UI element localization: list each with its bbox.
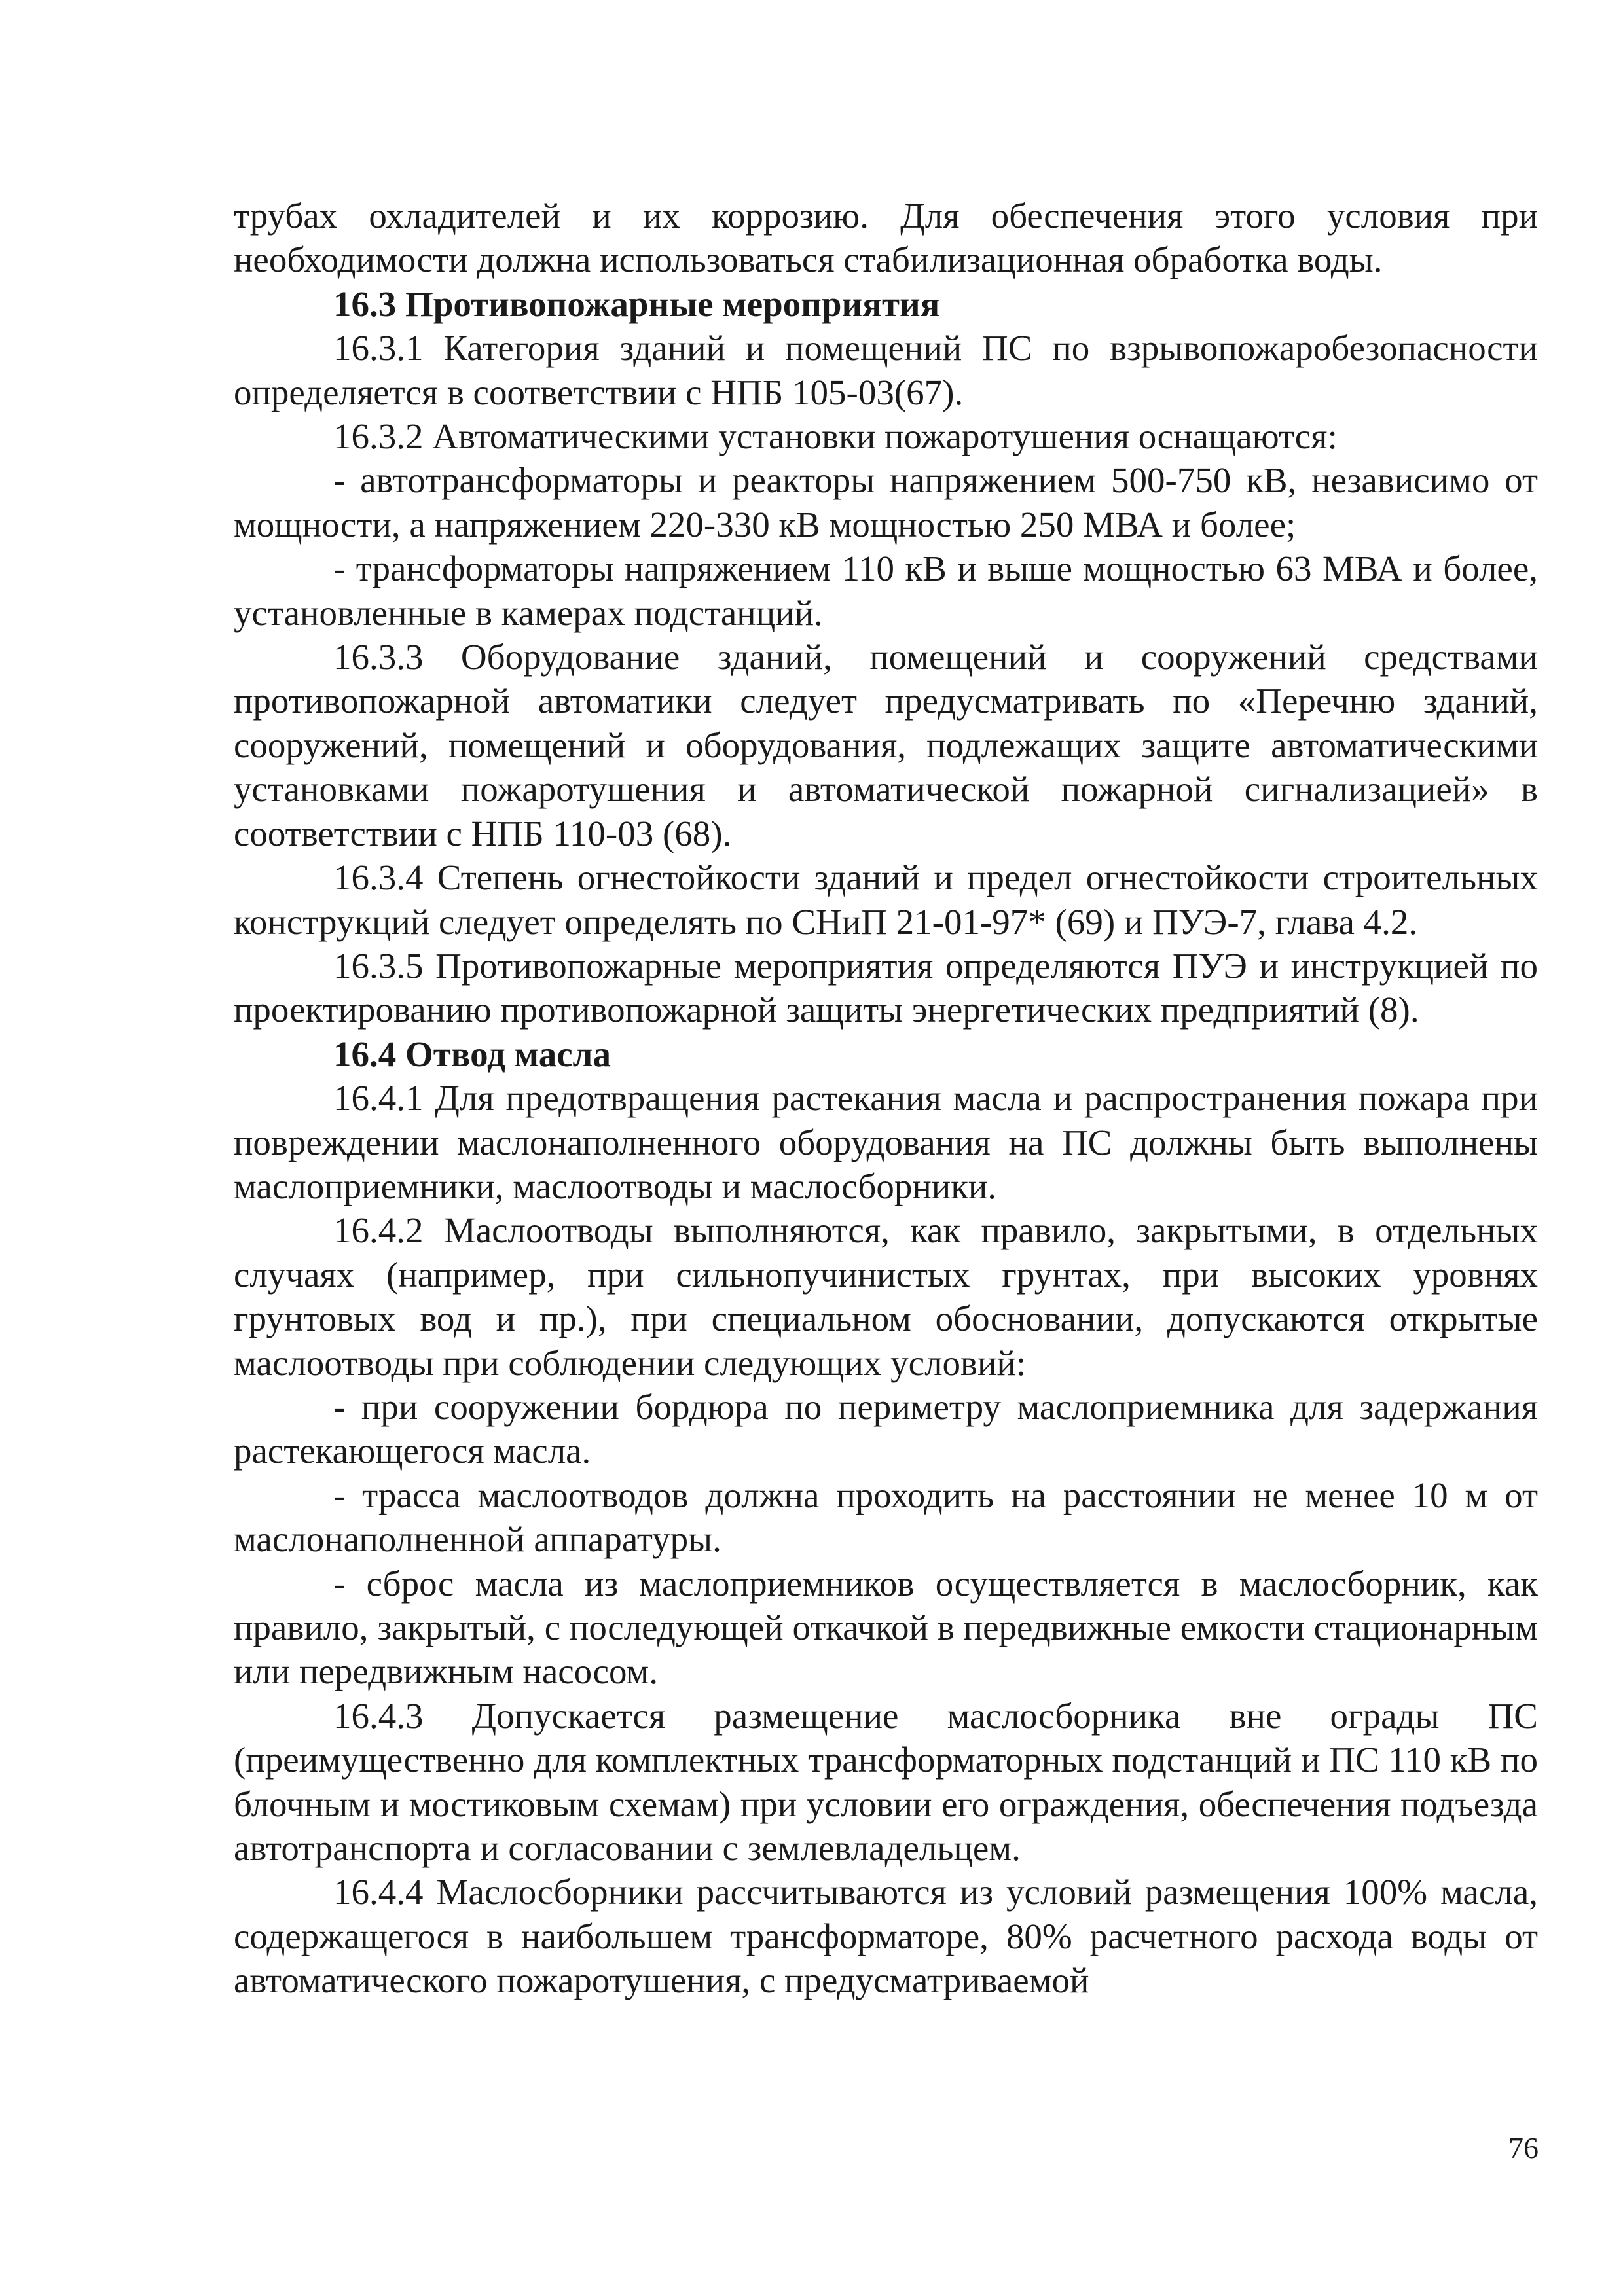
- list-item-16-3-2-b: - трансформаторы напряжением 110 кВ и выше мощностью 63 МВА и более, установленные в камерах подстанций.: [234, 548, 1538, 633]
- list-item-16-4-2-b: - трасса маслоотводов должна проходить на расстоянии не менее 10 м от маслонаполненной аппаратуры.: [234, 1475, 1538, 1560]
- section-heading-16-4: 16.4 Отвод масла: [333, 1033, 611, 1074]
- list-item-16-4-2-c: - сброс масла из маслоприемников осуществляется в маслосборник, как правило, закрытый, с последующей откачкой в передвижные емкости стационарным или передвижным насосом.: [234, 1563, 1538, 1692]
- paragraph-16-3-2: 16.3.2 Автоматическими установки пожаротушения оснащаются:: [333, 416, 1338, 457]
- section-heading-16-3: 16.3 Противопожарные мероприятия: [333, 283, 940, 324]
- list-item-16-3-2-a: - автотрансформаторы и реакторы напряжением 500-750 кВ, независимо от мощности, а напряжением 220-330 кВ мощностью 250 МВА и более;: [234, 460, 1538, 545]
- document-page: [234, 194, 1538, 2003]
- paragraph-16-3-5: 16.3.5 Противопожарные мероприятия определяются ПУЭ и инструкцией по проектированию противопожарной защиты энергетических предприятий (8).: [234, 945, 1538, 1030]
- paragraph-16-4-1: 16.4.1 Для предотвращения растекания масла и распространения пожара при повреждении маслонаполненного оборудования на ПС должны быть выполнены маслоприемники, маслоотводы и маслосборники.: [234, 1078, 1538, 1206]
- list-item-16-4-2-a: - при сооружении бордюра по периметру маслоприемника для задержания растекающегося масла.: [234, 1386, 1538, 1471]
- paragraph-16-3-1: 16.3.1 Категория зданий и помещений ПС по взрывопожаробезопасности определяется в соответствии с НПБ 105-03(67).: [234, 328, 1538, 412]
- paragraph-16-4-3: 16.4.3 Допускается размещение маслосборника вне ограды ПС (преимущественно для комплектных трансформаторных подстанций и ПС 110 кВ по блочным и мостиковым схемам) при условии его ограждения, обеспечения подъезда автотранспорта и согласовании с землевладельцем.: [234, 1695, 1538, 1869]
- paragraph-16-4-4: 16.4.4 Маслосборники рассчитываются из условий размещения 100% масла, содержащегося в наибольшем трансформаторе, 80% расчетного расхода воды от автоматического пожаротушения, с предусматриваемой: [234, 1872, 1538, 2001]
- paragraph-16-3-3: 16.3.3 Оборудование зданий, помещений и сооружений средствами противопожарной автоматики следует предусматривать по «Перечню зданий, сооружений, помещений и оборудования, подлежащих защите автоматическими установками пожаротушения и автоматической пожарной сигнализацией» в соответствии с НПБ 110-03 (68).: [234, 637, 1538, 853]
- paragraph-continuation: трубах охладителей и их коррозию. Для обеспечения этого условия при необходимости должна использоваться стабилизационная обработка воды.: [234, 196, 1538, 280]
- paragraph-16-4-2: 16.4.2 Маслоотводы выполняются, как правило, закрытыми, в отдельных случаях (например, при сильнопучинистых грунтах, при высоких уровнях грунтовых вод и пр.), при специальном обосновании, допускаются открытые маслоотводы при соблюдении следующих условий:: [234, 1210, 1538, 1383]
- paragraph-16-3-4: 16.3.4 Степень огнестойкости зданий и предел огнестойкости строительных конструкций следует определять по СНиП 21-01-97* (69) и ПУЭ-7, глава 4.2.: [234, 857, 1538, 942]
- page-number: 76: [1508, 2131, 1539, 2164]
